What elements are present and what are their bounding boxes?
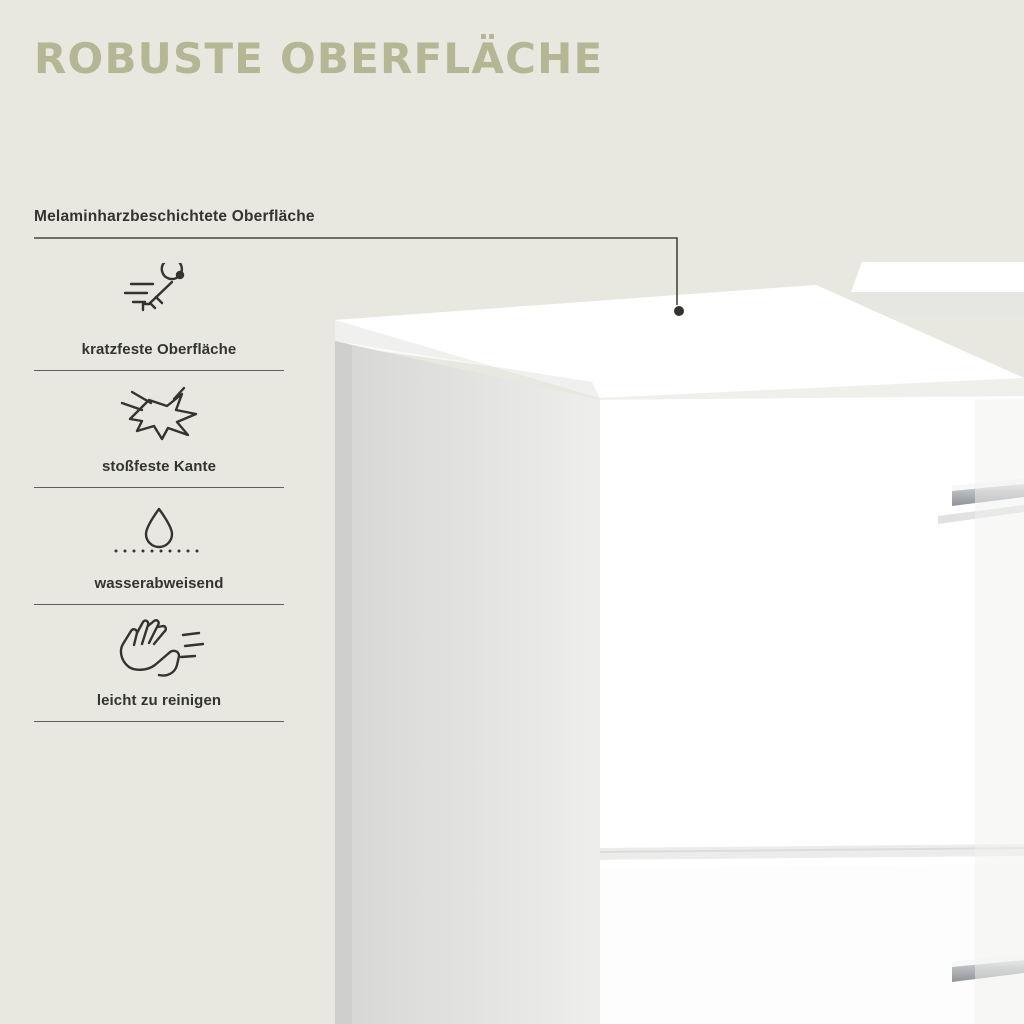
feature-label: wasserabweisend [94,575,224,592]
scratch-key-icon [34,258,284,332]
feature-item [34,258,284,375]
feature-list [34,258,284,726]
background-shelf [851,262,1024,316]
cabinet-side [335,341,600,1024]
cabinet-top [335,285,1024,414]
feature-label: kratzfeste Oberfläche [81,341,237,358]
feature-item [34,492,284,609]
callout-label: Melaminharzbeschichtete Oberfläche [34,208,315,225]
cabinet-front [600,396,1024,1024]
page-title: ROBUSTE OBERFLÄCHE [34,34,604,83]
drawer-handle [952,955,1024,982]
impact-edge-icon [34,375,284,449]
callout-dot [674,306,684,316]
feature-divider [34,487,284,488]
water-drop-icon [34,492,284,566]
cleaning-hand-icon [34,609,284,683]
feature-divider [34,604,284,605]
feature-item [34,609,284,726]
feature-divider [34,721,284,722]
feature-label: stoßfeste Kante [101,458,217,475]
drawer-handle [938,479,1024,524]
feature-item [34,375,284,492]
feature-label: leicht zu reinigen [96,692,222,709]
feature-divider [34,370,284,371]
